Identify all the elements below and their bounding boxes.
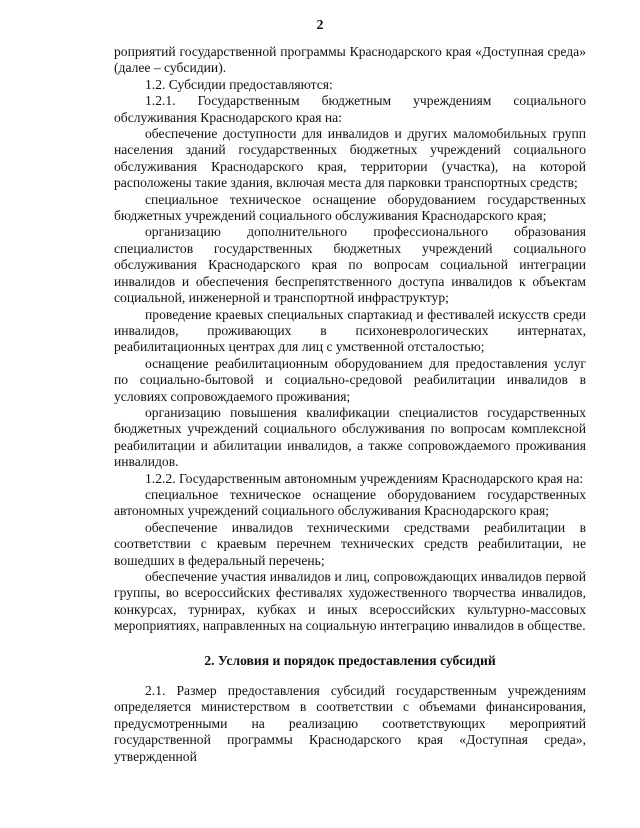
paragraph: специальное техническое оснащение оборудованием государственных автономных учреждений социального обслуживания Краснодарского края; bbox=[114, 486, 586, 519]
section-heading: 2. Условия и порядок предоставления субсидий bbox=[204, 652, 496, 668]
page-number: 2 bbox=[316, 18, 324, 33]
paragraph: проведение краевых специальных спартакиад и фестивалей искусств среди инвалидов, проживающих в психоневрологических интернатах, реабилитационных центрах для лиц с умственной отсталостью; bbox=[114, 306, 586, 355]
paragraph: специальное техническое оснащение оборудованием государственных бюджетных учреждений социального обслуживания Краснодарского края; bbox=[114, 191, 586, 224]
paragraph: обеспечение доступности для инвалидов и других маломобильных групп населения зданий государственных бюджетных учреждений социального обслуживания Краснодарского края, территории (участка), на которой расположены такие здания, включая места для парковки транспортных средств; bbox=[114, 126, 586, 191]
paragraph: обеспечение участия инвалидов и лиц, сопровождающих инвалидов первой группы, во всероссийских фестивалях художественного творчества инвалидов, конкурсах, турнирах, кубках и иных всероссийских культурно-массовых мероприятиях, направленных на социальную интеграцию инвалидов в обществе. bbox=[114, 569, 586, 634]
paragraph: 1.2.1. Государственным бюджетным учреждениям социального обслуживания Краснодарского края на: bbox=[114, 93, 586, 125]
paragraph: организацию повышения квалификации специалистов государственных бюджетных учреждений социального обслуживания по вопросам комплексной реабилитации и абилитации инвалидов, а также сопровождаемого проживания инвалидов. bbox=[114, 404, 586, 470]
paragraph: роприятий государственной программы Краснодарского края «Доступная среда» (далее – субсидии). bbox=[114, 44, 586, 76]
paragraph: оснащение реабилитационным оборудованием для предоставления услуг по социально-бытовой и социально-средовой реабилитации инвалидов в условиях сопровождаемого проживания; bbox=[114, 355, 586, 404]
paragraph: 1.2. Субсидии предоставляются: bbox=[145, 76, 333, 92]
paragraph: 1.2.2. Государственным автономным учреждениям Краснодарского края на: bbox=[145, 470, 584, 486]
document-body bbox=[114, 44, 586, 765]
paragraph: 2.1. Размер предоставления субсидий государственным учреждениям определяется министерством в соответствии с объемами финансирования, предусмотренными на реализацию соответствующих мероприятий государственной программы Краснодарского края «Доступная среда», утвержденной bbox=[114, 683, 586, 764]
paragraph: организацию дополнительного профессионального образования специалистов государственных бюджетных учреждений социального обслуживания Краснодарского края по вопросам социальной интеграции инвалидов и обеспечения беспрепятственного доступа инвалидов к объектам социальной, инженерной и транспортной инфраструктур; bbox=[114, 224, 586, 306]
paragraph: обеспечение инвалидов техническими средствами реабилитации в соответствии с краевым перечнем технических средств реабилитации, не вошедших в федеральный перечень; bbox=[114, 519, 586, 568]
